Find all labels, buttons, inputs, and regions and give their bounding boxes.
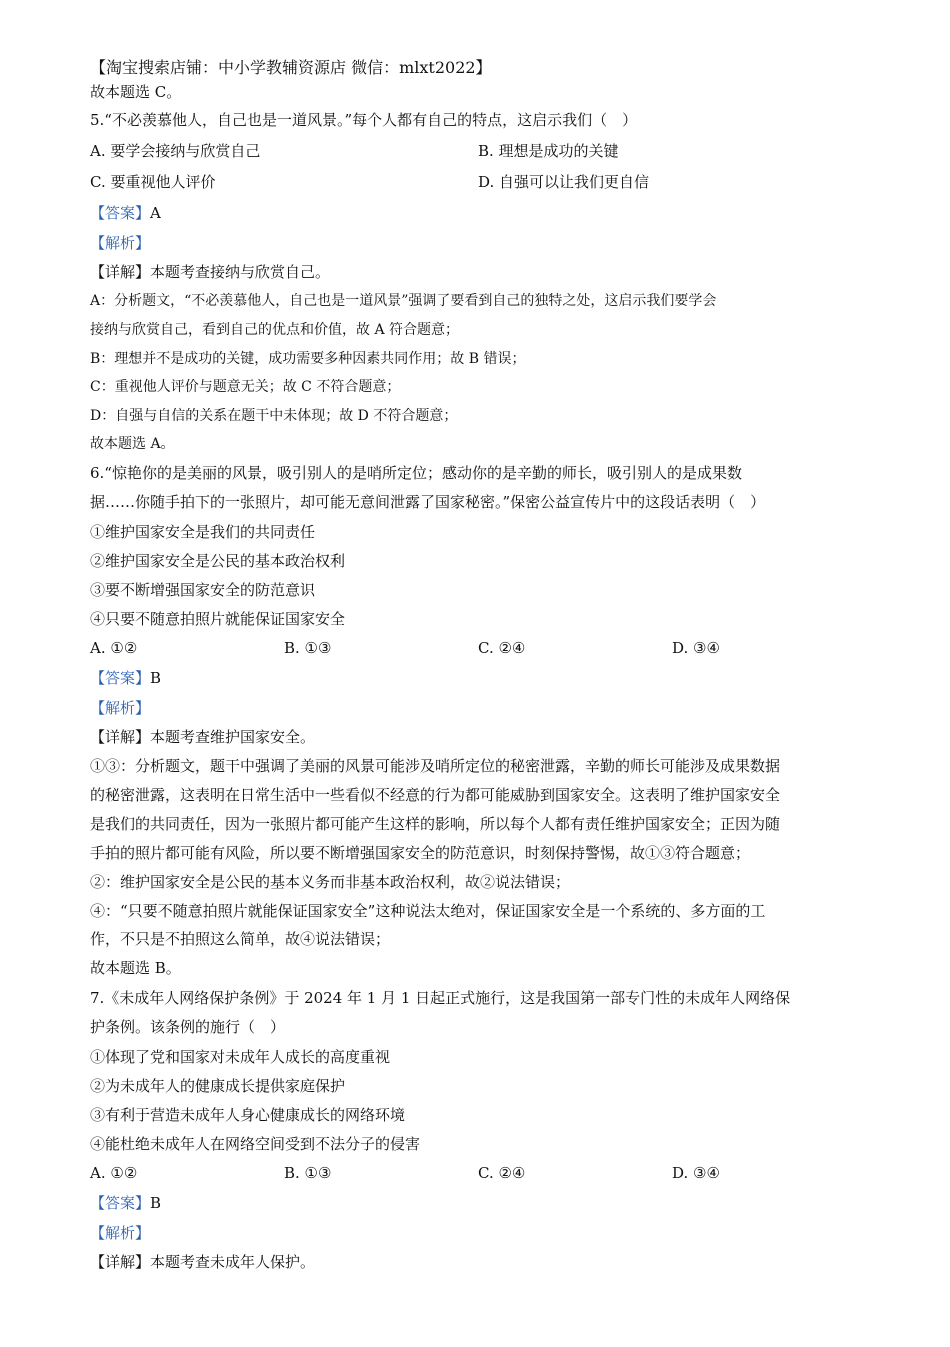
answer-value: A — [150, 204, 161, 222]
q6-statement-2: ②维护国家安全是公民的基本政治权利 — [90, 552, 346, 570]
detail-tag: 【详解】 — [90, 728, 151, 746]
answer-value: B — [150, 1194, 162, 1212]
q6-detail — [90, 727, 315, 747]
q5-option-c: C. 要重视他人评价 — [90, 173, 216, 191]
detail-intro: 本题考查未成年人保护。 — [150, 1253, 316, 1271]
q6-option-c: C. ②④ — [478, 639, 526, 657]
q7-statement-2: ②为未成年人的健康成长提供家庭保护 — [90, 1077, 346, 1095]
q7-answer — [90, 1193, 161, 1213]
q7-detail — [90, 1252, 315, 1272]
answer-value: B — [150, 669, 162, 687]
q6-option-a: A. ①② — [90, 639, 138, 657]
q6-stem-line: 据……你随手拍下的一张照片，却可能无意间泄露了国家秘密。”保密公益宣传片中的这段话表明（ ） — [90, 493, 766, 511]
detail-intro: 本题考查接纳与欣赏自己。 — [150, 263, 331, 281]
q7-statement-4: ④能杜绝未成年人在网络空间受到不法分子的侵害 — [90, 1135, 421, 1153]
q6-explanation-line: 作，不只是不拍照这么简单，故④说法错误； — [90, 930, 391, 948]
q5-conclusion: 故本题选 A。 — [90, 436, 175, 452]
q5-answer — [90, 203, 161, 223]
q7-stem-line: 7.《未成年人网络保护条例》于 2024 年 1 月 1 日起正式施行，这是我国第一部专门性的未成年人网络保 — [90, 989, 791, 1007]
answer-tag: 【答案】 — [90, 1194, 151, 1212]
q7-option-a: A. ①② — [90, 1164, 138, 1182]
q6-statement-4: ④只要不随意拍照片就能保证国家安全 — [90, 610, 346, 628]
q7-option-b: B. ①③ — [284, 1164, 332, 1182]
q5-option-b: B. 理想是成功的关键 — [478, 142, 619, 160]
answer-tag: 【答案】 — [90, 669, 151, 687]
q5-explanation-line: B：理想并不是成功的关键，成功需要多种因素共同作用；故 B 错误； — [90, 351, 526, 367]
q5-option-d: D. 自强可以让我们更自信 — [478, 173, 650, 191]
answer-tag: 【答案】 — [90, 204, 151, 222]
q6-stem-line: 6.“惊艳你的是美丽的风景，吸引别人的是哨所定位；感动你的是辛勤的师长，吸引别人的是成果数 — [90, 464, 742, 482]
q6-explanation-line: 的秘密泄露，这表明在日常生活中一些看似不经意的行为都可能威胁到国家安全。这表明了维护国家安全 — [90, 786, 781, 804]
q6-explanation-line: ①③：分析题文，题干中强调了美丽的风景可能涉及哨所定位的秘密泄露，辛勤的师长可能涉及成果数据 — [90, 757, 781, 775]
q6-answer — [90, 668, 161, 688]
q7-analysis-tag: 【解析】 — [90, 1224, 151, 1242]
q5-explanation-line: 接纳与欣赏自己，看到自己的优点和价值，故 A 符合题意； — [90, 322, 460, 338]
q5-analysis-tag: 【解析】 — [90, 234, 151, 252]
q6-explanation-line: 手拍的照片都可能有风险，所以要不断增强国家安全的防范意识，时刻保持警惕，故①③符合题意； — [90, 844, 751, 862]
q6-statement-1: ①维护国家安全是我们的共同责任 — [90, 523, 316, 541]
q6-explanation-line: ④：“只要不随意拍照片就能保证国家安全”这种说法太绝对，保证国家安全是一个系统的、多方面的工 — [90, 902, 766, 920]
q7-option-c: C. ②④ — [478, 1164, 526, 1182]
q5-explanation-line: C：重视他人评价与题意无关；故 C 不符合题意； — [90, 379, 401, 395]
q7-statement-1: ①体现了党和国家对未成年人成长的高度重视 — [90, 1048, 391, 1066]
q6-explanation-line: 是我们的共同责任，因为一张照片都可能产生这样的影响，所以每个人都有责任维护国家安全；正因为随 — [90, 815, 781, 833]
detail-intro: 本题考查维护国家安全。 — [150, 728, 316, 746]
q6-option-b: B. ①③ — [284, 639, 332, 657]
q5-explanation-line: A：分析题文，“不必羡慕他人，自己也是一道风景”强调了要看到自己的独特之处，这启示我们要学会 — [90, 293, 717, 309]
q6-conclusion: 故本题选 B。 — [90, 959, 181, 977]
q5-detail — [90, 262, 330, 282]
q7-stem-line: 护条例。该条例的施行（ ） — [90, 1018, 286, 1036]
q5-explanation-line: D：自强与自信的关系在题干中未体现；故 D 不符合题意； — [90, 408, 458, 424]
q5-stem: 5.“不必羡慕他人，自己也是一道风景。”每个人都有自己的特点，这启示我们（ ） — [90, 111, 638, 129]
q7-statement-3: ③有利于营造未成年人身心健康成长的网络环境 — [90, 1106, 406, 1124]
q6-statement-3: ③要不断增强国家安全的防范意识 — [90, 581, 316, 599]
detail-tag: 【详解】 — [90, 263, 151, 281]
q6-option-d: D. ③④ — [672, 639, 720, 657]
q7-option-d: D. ③④ — [672, 1164, 720, 1182]
prev-conclusion: 故本题选 C。 — [90, 83, 182, 101]
q6-explanation-line: ②：维护国家安全是公民的基本义务而非基本政治权利，故②说法错误； — [90, 873, 571, 891]
detail-tag: 【详解】 — [90, 1253, 151, 1271]
q6-analysis-tag: 【解析】 — [90, 699, 151, 717]
watermark-header: 【淘宝搜索店铺：中小学教辅资源店 微信：mlxt2022】 — [90, 58, 492, 77]
q5-option-a: A. 要学会接纳与欣赏自己 — [90, 142, 261, 160]
